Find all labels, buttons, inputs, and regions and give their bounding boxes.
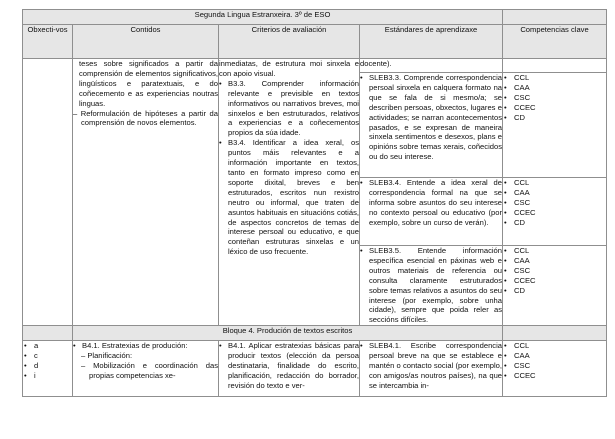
obxectivos-list — [23, 341, 72, 381]
criterios-continuation: inmediatas, de estrutura moi sinxela e con apoio visual. — [219, 59, 359, 78]
competencia-item: • CD — [503, 113, 606, 123]
criterios-cell — [219, 59, 360, 326]
table-row — [23, 59, 607, 73]
contidos-subsubitem: – Mobilización e coordinación das propias competencias xe- — [81, 361, 218, 380]
obxectivo-item: • i — [23, 371, 72, 381]
standard-cell — [360, 59, 503, 73]
criterion-b3-3: • B3.3. Comprender información relevante e previsible en textos informativos ou narrativos breves, moi sinxelos e ben estruturados, relativos a experiencias e a coñecementos propios da súa idade. — [219, 79, 359, 138]
standard-cell — [360, 341, 503, 397]
competencia-item: • CCEC — [503, 371, 606, 381]
header-estandares: Estándares de aprendizaxe — [360, 25, 503, 59]
competencias-cell — [503, 59, 607, 73]
competencia-item: • CD — [503, 218, 606, 228]
criterion-b4-1: • B4.1. Aplicar estratexias básicas para producir textos (elección da persoa destinataria, finalidade do escrito, planificación, redacción do borrador, revisión do texto e ver- — [219, 341, 359, 391]
obxectivos-cell — [23, 59, 73, 326]
block4-title-empty-cell — [23, 326, 73, 341]
obxectivos-cell — [23, 341, 73, 397]
table-row — [23, 341, 607, 397]
competencias-cell — [503, 246, 607, 326]
contidos-item: – Reformulación de hipóteses a partir da comprensión de novos elementos. — [73, 108, 218, 128]
competencias-list — [503, 178, 606, 228]
block4-title-end-cell — [503, 326, 607, 341]
competencia-item: • CCL — [503, 73, 606, 83]
standard-sleb3-5: • SLEB3.5. Entende información específica esencial en páxinas web e outros materiais de referencia ou consulta claramente estruturados sobre temas relativos a asuntos do seu interese (por exemplo, sobre unha cidade), sempre que poida reler as seccións difíciles. — [360, 246, 502, 325]
curriculum-table — [22, 9, 607, 397]
competencia-item: • CSC — [503, 198, 606, 208]
standard-cell — [360, 246, 503, 326]
competencia-item: • CD — [503, 286, 606, 296]
competencias-cell — [503, 341, 607, 397]
header-row — [23, 25, 607, 59]
obxectivo-item: • c — [23, 351, 72, 361]
contidos-cell — [73, 59, 219, 326]
header-competencias: Competencias clave — [503, 25, 607, 59]
competencia-item: • CCEC — [503, 276, 606, 286]
standard-sleb3-3: • SLEB3.3. Comprende correspondencia persoal sinxela en calquera formato na que se fala de si mesmo/a; se describen persoas, obxectos, lugares e actividades; se narran acontecementos pasados, e se expresan de maneira sinxela sentimentos e desexos, plans e opinións sobre temas xerais, coñecidos ou do seu interese. — [360, 73, 502, 162]
competencia-item: • CAA — [503, 256, 606, 266]
standard-cell — [360, 73, 503, 178]
competencia-item: • CCL — [503, 178, 606, 188]
competencias-list — [503, 73, 606, 123]
standard-sleb3-4: • SLEB3.4. Entende a idea xeral de correspondencia formal na que se informa sobre asuntos do seu interese no contexto persoal ou educativo (por exemplo, sobre un curso de verán). — [360, 178, 502, 228]
competencia-item: • CCEC — [503, 208, 606, 218]
obxectivo-item: • a — [23, 341, 72, 351]
standard-sleb4-1: • SLEB4.1. Escribe correspondencia persoal breve na que se establece e mantén o contacto social (por exemplo, con amigos/as noutros países), na que se intercambia in- — [360, 341, 502, 391]
competencias-cell — [503, 73, 607, 178]
competencia-item: • CCEC — [503, 103, 606, 113]
criterios-cell — [219, 341, 360, 397]
title-row — [23, 10, 607, 25]
block4-title: Bloque 4. Produción de textos escritos — [73, 326, 503, 341]
competencias-list — [503, 341, 606, 381]
contidos-subitem: – Planificación: — [81, 351, 133, 361]
competencia-item: • CCL — [503, 341, 606, 351]
standard-continuation: docente). — [360, 59, 392, 68]
obxectivo-item: • d — [23, 361, 72, 371]
competencia-item: • CSC — [503, 266, 606, 276]
competencia-item: • CCL — [503, 246, 606, 256]
competencia-item: • CAA — [503, 188, 606, 198]
header-contidos: Contidos — [73, 25, 219, 59]
title-row-end-cell — [503, 10, 607, 25]
contidos-continuation: teses sobre significados a partir da comprensión de elementos significativos, lingüísticos e paratextuais, e do coñecemento e as experiencias noutras linguas. — [79, 59, 218, 108]
competencias-cell — [503, 178, 607, 246]
contidos-item-b4-1: • B4.1. Estratexias de produción: — [73, 341, 218, 351]
competencia-item: • CAA — [503, 83, 606, 93]
competencia-item: • CAA — [503, 351, 606, 361]
criterion-b3-4: • B3.4. Identificar a idea xeral, os puntos máis relevantes e a información importante en textos, tanto en formato impreso como en soporte dixital, breves e ben estruturados, escritos nun rexistro neutro ou informal, que traten de asuntos habituais en situacións cotiás, de aspectos concretos de temas de interese persoal ou educativo, e que conteñan estruturas sinxelas e un léxico de uso frecuente. — [219, 138, 359, 257]
header-obxectivos: Obxecti-vos — [23, 25, 73, 59]
competencias-list — [503, 246, 606, 296]
block4-title-row — [23, 326, 607, 341]
table-title: Segunda Lingua Estranxeira. 3º de ESO — [23, 10, 503, 25]
competencia-item: • CSC — [503, 361, 606, 371]
contidos-cell — [73, 341, 219, 397]
header-criterios: Criterios de avaliación — [219, 25, 360, 59]
competencia-item: • CSC — [503, 93, 606, 103]
standard-cell — [360, 178, 503, 246]
